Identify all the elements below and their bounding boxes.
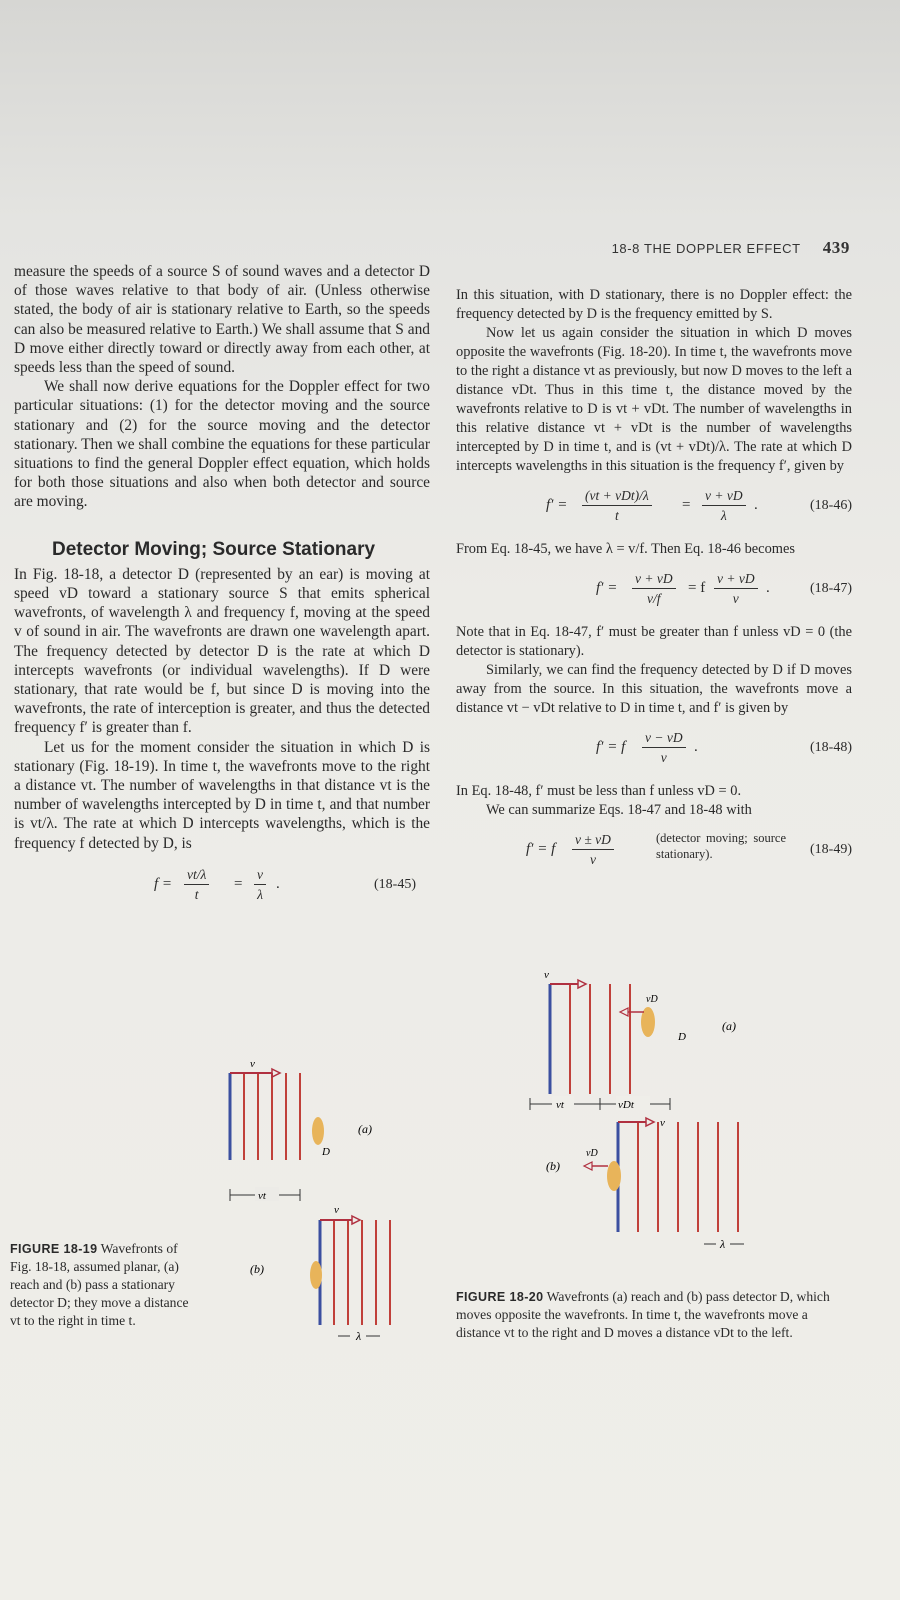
right-paragraph-2: Now let us again consider the situation in which D moves opposite the wavefronts (Fig. 18-20). In time t, the wavefronts move to the right a distance vt as previously, but now D moves to the left a distance vDt. Thus in this time t, the distance moved by the wavefronts relative to D is vt + vDt. The number of wavelengths in this relative distance vt + vDt is the number of wavelengths intercepted by D in time t, and is (vt + vDt)/λ. The rate at which D intercepts wavelengths in this situation is the frequency f′, given by: [456, 325, 852, 474]
fig19-lambda-label: λ: [356, 1329, 362, 1343]
fig20-panel-b: [546, 1117, 744, 1251]
fig19-D-label: D: [322, 1146, 330, 1158]
fig20-vD-label: vD: [646, 994, 658, 1005]
eq-denominator: t: [194, 887, 199, 903]
ear-icon: [607, 1161, 621, 1191]
eq-denominator: v: [660, 750, 667, 765]
eq-fraction: [572, 830, 614, 869]
equation-number: (18-45): [374, 876, 416, 892]
fig19b-v-label: v: [334, 1204, 339, 1216]
eq-lhs: f′ = f: [596, 739, 626, 755]
fig20b-v-label: v: [660, 1117, 665, 1129]
fig19-panel-a: [230, 1058, 372, 1202]
fig20-v-label: v: [544, 970, 549, 981]
eq-denominator: λ: [257, 887, 263, 903]
left-paragraph-4: Let us for the moment consider the situation in which D is stationary (Fig. 18-19). In time t, the wavefronts move to the right a distance vt. The number of wavelengths in that distance vt is the number of wavelengths intercepted by D in time t, and that number is vt/λ. The rate at which D intercepts wavelengths, which is the frequency f detected by D, is: [14, 738, 430, 852]
eq-equals-f: = f: [688, 580, 706, 596]
figure-18-19: [200, 1055, 420, 1345]
left-column: [14, 262, 430, 919]
eq-lhs: f′ =: [546, 497, 568, 513]
eq-fraction-2: [254, 865, 266, 904]
left-paragraph-2: We shall now derive equations for the Doppler effect for two particular situations: (1) for the detector moving and the source stationary and (2) for the source moving and the detector stationary. Then we shall combine the equations for these particular situations to find the general Doppler effect equation, which holds for both those situations and also when both detector and source are moving.: [14, 378, 430, 511]
fig19-vt-label: vt: [258, 1190, 266, 1202]
right-column: [456, 286, 852, 884]
right-paragraph-1: In this situation, with D stationary, there is no Doppler effect: the frequency detected by D is the frequency emitted by S.: [456, 287, 852, 322]
fig20-vDt-label: vDt: [618, 1099, 634, 1111]
eq-period: .: [766, 580, 770, 596]
eq-period: .: [276, 875, 280, 892]
fig20-lambda-label: λ: [720, 1237, 726, 1251]
caption-text: Wavefronts (a) reach and (b) pass detector D, which moves opposite the wavefronts. In time t, the wavefronts move a distance vt to the right and D moves a distance vDt to the left.: [456, 1289, 830, 1340]
eq-equals: =: [234, 875, 243, 892]
eq-fraction-1: [184, 865, 209, 904]
equation-number: (18-48): [810, 740, 852, 755]
right-paragraph-4: Note that in Eq. 18-47, f′ must be greater than f unless vD = 0 (the detector is stationary).: [456, 624, 852, 659]
fig20-vt-label: vt: [556, 1099, 564, 1111]
fig20-panel-a-label: (a): [722, 1019, 736, 1033]
eq-numerator: v ± vD: [572, 830, 614, 850]
eq-period: .: [754, 497, 758, 513]
equation-18-45: [14, 861, 430, 913]
eq-equals: =: [682, 497, 691, 513]
eq-denominator: v: [732, 591, 739, 606]
running-header: [612, 238, 850, 258]
eq-denominator: t: [614, 508, 619, 523]
eq-fraction: [642, 728, 686, 767]
fig20b-vD-label: vD: [586, 1148, 598, 1159]
equation-number: (18-49): [810, 842, 852, 857]
section-title-header: 18-8 THE DOPPLER EFFECT: [611, 241, 801, 256]
eq-fraction-1: [582, 486, 652, 525]
eq-lhs: f′ = f: [526, 841, 556, 857]
fig19-panel-b-label: (b): [250, 1262, 264, 1276]
right-paragraph-6: In Eq. 18-48, f′ must be less than f unless vD = 0.: [456, 783, 742, 799]
fig19-v-label: v: [250, 1058, 255, 1070]
left-paragraph-3: In Fig. 18-18, a detector D (represented by an ear) is moving at speed vD toward a stationary source S that emits spherical wavefronts, of wavelength λ and frequency f, moving at the speed v of sound in air. The wavefronts are drawn one wavelength apart. The frequency detected by detector D is the rate at which D intercepts wavefronts (or individual wavelengths). If D were stationary, that rate would be f, but since D is moving into the wavefronts, the rate of interception is greater, and thus the detected frequency f′ is greater than f.: [14, 565, 430, 737]
fig20-panel-a: [530, 970, 736, 1111]
eq-numerator: v + vD: [632, 569, 676, 589]
equation-18-47: [456, 565, 852, 617]
eq-numerator: v − vD: [642, 728, 686, 748]
caption-text: Wavefronts of Fig. 18-18, assumed planar, (a) reach and (b) pass a stationary detector D; they move a distance vt to the right in time t.: [10, 1241, 189, 1328]
eq-numerator: v + vD: [714, 569, 758, 589]
fig20-panel-b-label: (b): [546, 1159, 560, 1173]
figure-18-19-caption: [10, 1240, 200, 1330]
fig19-panel-b: [250, 1204, 390, 1343]
eq-fraction-1: [632, 569, 676, 608]
figure-18-20: [520, 970, 780, 1270]
eq-lhs: f′ =: [596, 580, 618, 596]
right-paragraph-5: Similarly, we can find the frequency detected by D if D moves away from the source. In this situation, the wavefronts move a distance vt − vDt relative to D in time t, and f′ is given by: [456, 662, 852, 716]
eq-fraction-2: [714, 569, 758, 608]
left-paragraph-1: measure the speeds of a source S of sound waves and a detector D of those waves relative to that body of air. (Unless otherwise stated, the body of air is stationary relative to Earth, so the speeds can also be measured relative to Earth.) We shall assume that S and D move either directly toward or directly away from each other, at speeds less than the speed of sound.: [14, 263, 430, 377]
equation-number: (18-46): [810, 498, 852, 513]
right-paragraph-7: We can summarize Eqs. 18-47 and 18-48 with: [486, 802, 752, 818]
eq-note: (detector moving; source stationary).: [656, 831, 786, 861]
eq-denominator: v/f: [647, 591, 661, 606]
eq-lhs: f =: [154, 875, 173, 892]
equation-18-46: [456, 482, 852, 534]
section-heading: Detector Moving; Source Stationary: [52, 538, 376, 560]
eq-numerator: vt/λ: [184, 865, 209, 885]
caption-label: FIGURE 18-20: [456, 1290, 544, 1304]
equation-number: (18-47): [810, 581, 852, 596]
right-paragraph-3: From Eq. 18-45, we have λ = v/f. Then Eq. 18-46 becomes: [456, 541, 795, 557]
eq-fraction-2: [702, 486, 746, 525]
ear-icon: [310, 1261, 322, 1289]
eq-numerator: v + vD: [702, 486, 746, 506]
ear-icon: [312, 1117, 324, 1145]
eq-numerator: (vt + vDt)/λ: [582, 486, 652, 506]
eq-denominator: v: [589, 852, 596, 867]
eq-period: .: [694, 739, 698, 755]
caption-label: FIGURE 18-19: [10, 1242, 98, 1256]
equation-18-49: [456, 826, 852, 878]
equation-18-48: [456, 724, 852, 776]
fig19-panel-a-label: (a): [358, 1122, 372, 1136]
eq-denominator: λ: [720, 508, 727, 523]
figure-18-20-caption: [456, 1288, 852, 1342]
fig20-D-label: D: [678, 1031, 686, 1043]
eq-numerator: v: [254, 865, 266, 885]
page-number: 439: [822, 238, 850, 257]
textbook-page: [0, 200, 900, 1600]
